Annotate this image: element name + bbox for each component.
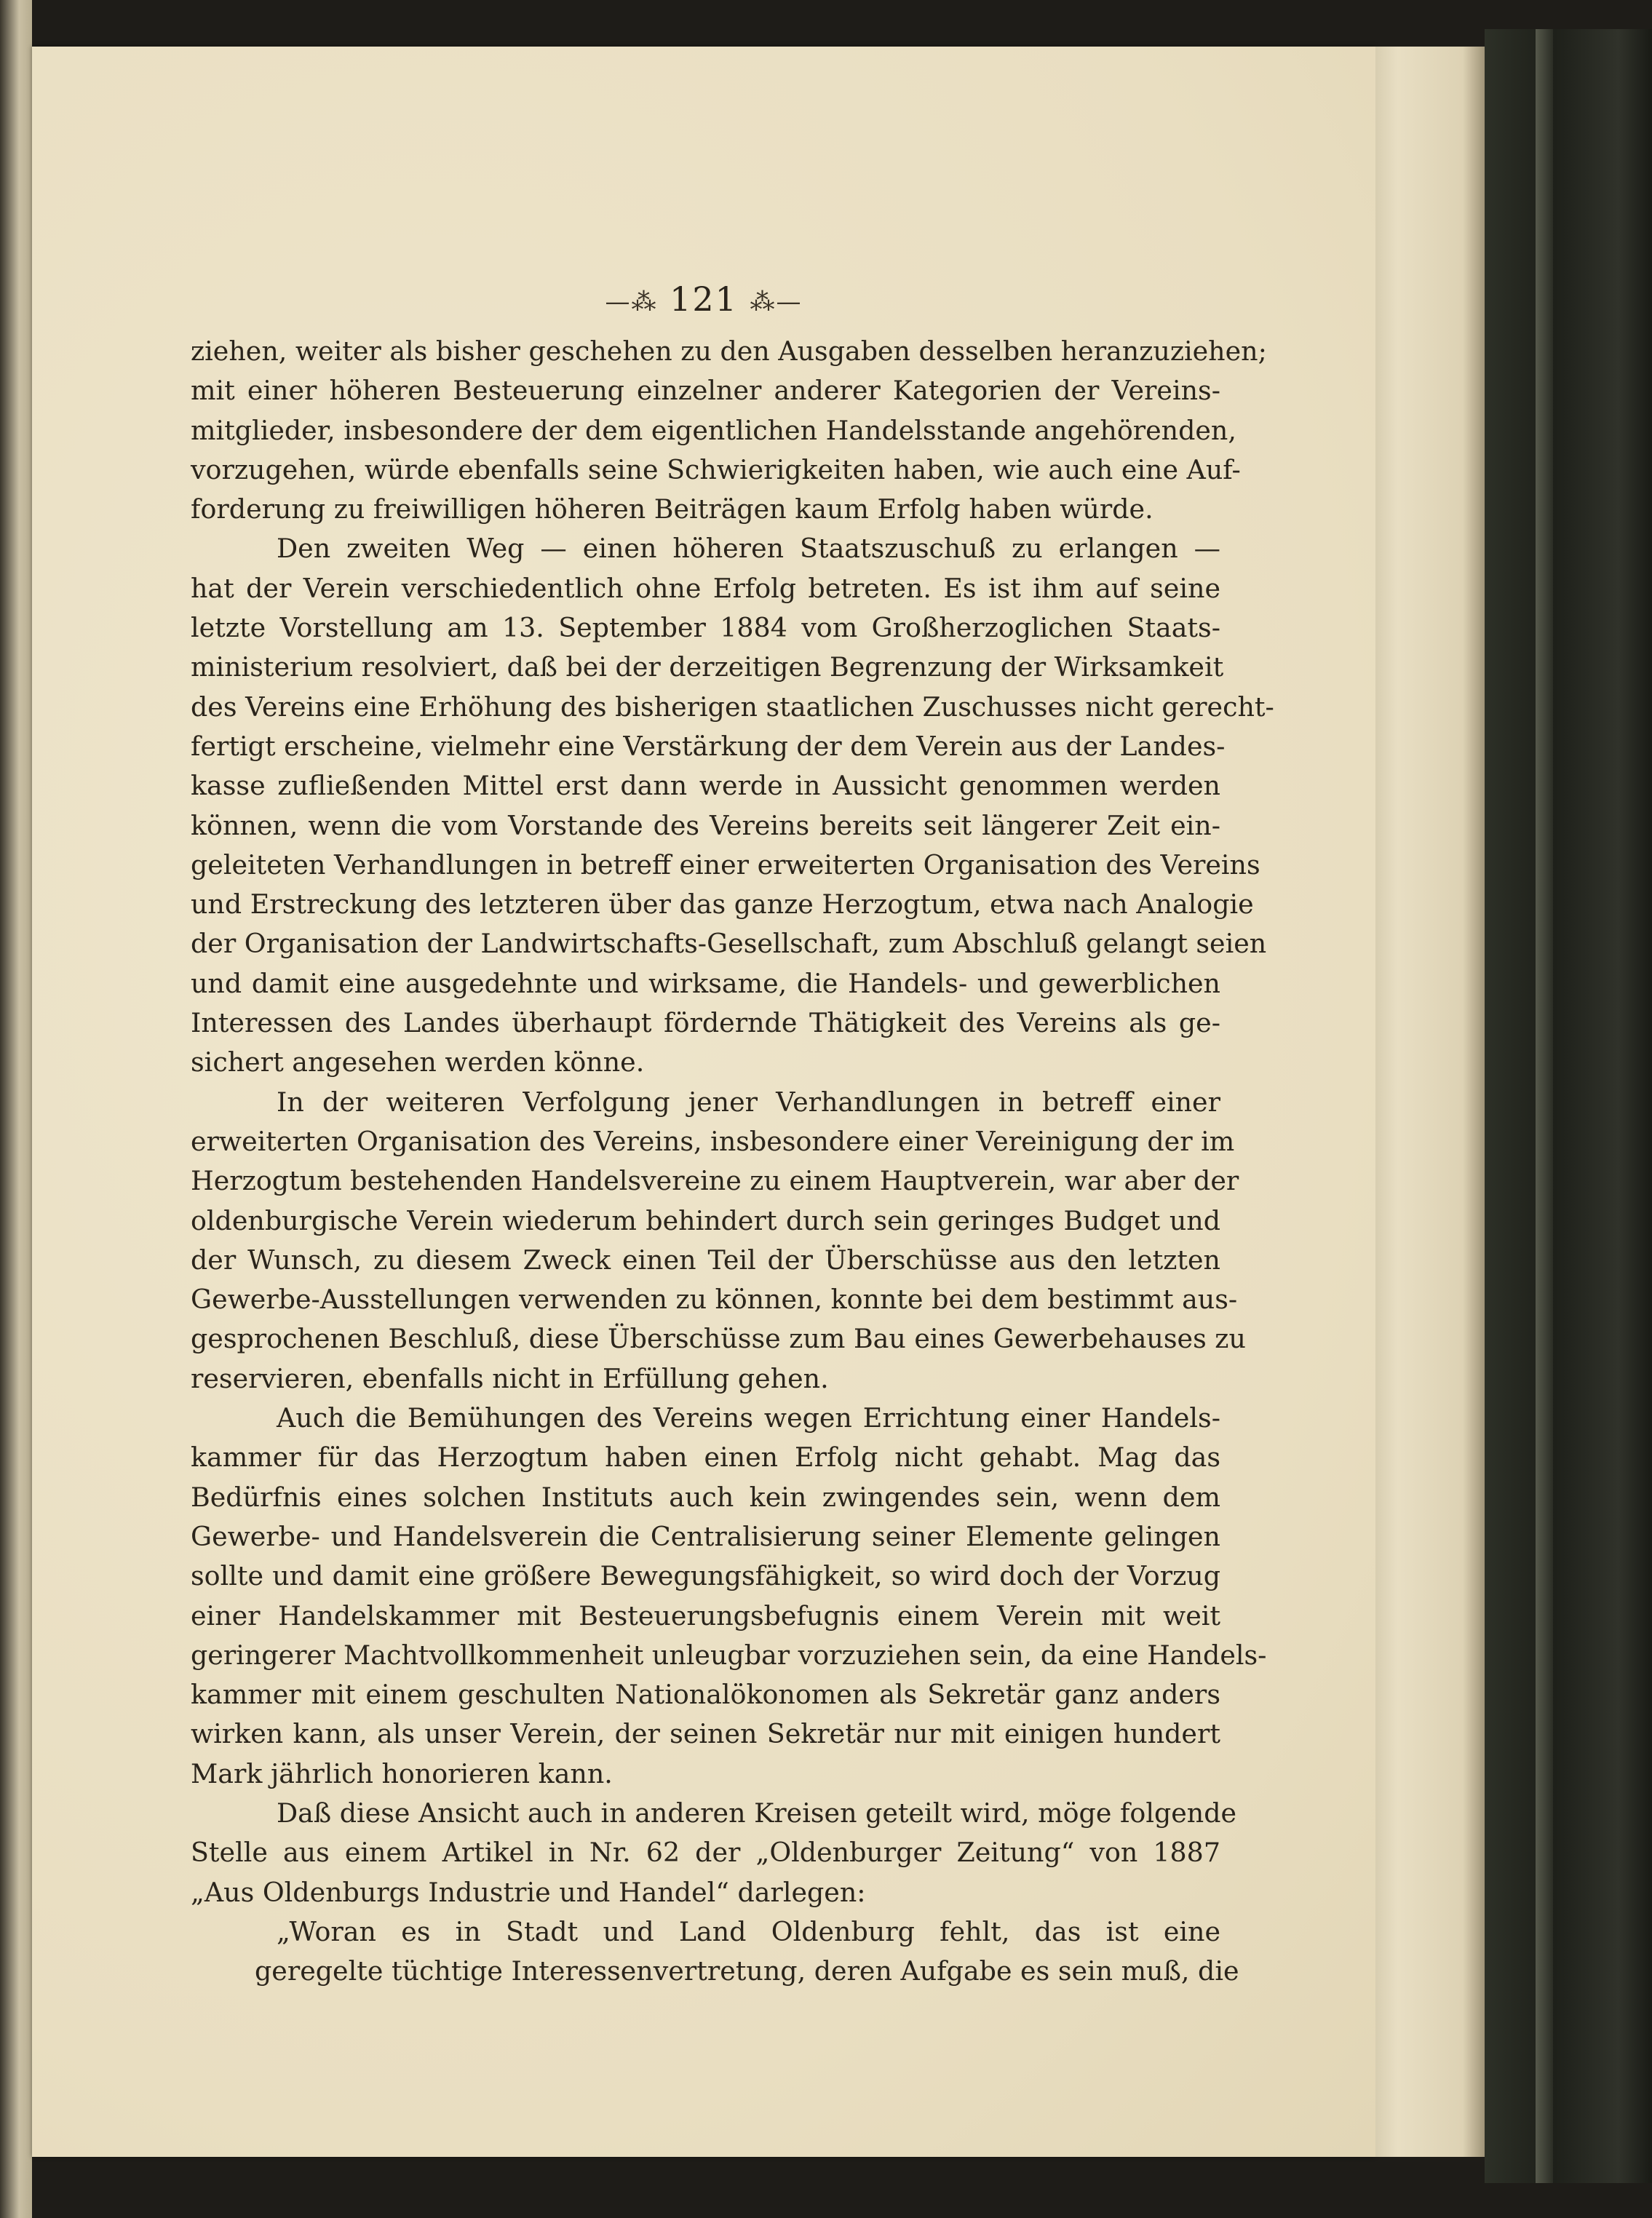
text-line: einer Handelskammer mit Besteuerungsbefugnis einem Verein mit weit [191,1599,1220,1631]
text-line: vorzugehen, würde ebenfalls seine Schwierigkeiten haben, wie auch eine Auf- [191,453,1241,485]
text-line: Daß diese Ansicht auch in anderen Kreisen geteilt wird, möge folgende [277,1797,1237,1829]
text-line: kammer für das Herzogtum haben einen Erfolg nicht gehabt. Mag das [191,1442,1220,1474]
book-left-edge [0,0,32,2218]
text-line: Auch die Bemühungen des Vereins wegen Errichtung einer Handels- [277,1402,1220,1434]
text-line: fertigt erscheine, vielmehr eine Verstärkung der dem Verein aus der Landes- [191,730,1226,762]
text-line: Herzogtum bestehenden Handelsvereine zu einem Hauptverein, war aber der [191,1165,1239,1197]
text-line: können, wenn die vom Vorstande des Vereins bereits seit längerer Zeit ein- [191,809,1220,841]
page-number: 121 [670,279,738,319]
text-line: mit einer höheren Besteuerung einzelner anderer Kategorien der Vereins- [191,375,1220,407]
text-line: oldenburgische Verein wiederum behindert durch sein geringes Budget und [191,1204,1220,1236]
body-text [191,332,1274,1991]
text-line: geregelte tüchtige Interessenvertretung, deren Aufgabe es sein muß, die [255,1955,1239,1987]
page-header [32,279,1375,319]
book-cover [1485,29,1652,2183]
text-line: „Woran es in Stadt und Land Oldenburg fehlt, das ist eine [277,1915,1220,1947]
text-line: forderung zu freiwilligen höheren Beiträgen kaum Erfolg haben würde. [191,493,1153,525]
text-line: hat der Verein verschiedentlich ohne Erfolg betreten. Es ist ihm auf seine [191,572,1220,604]
text-line: Den zweiten Weg — einen höheren Staatszuschuß zu erlangen — [277,533,1220,565]
header-ornament-right: ⁂— [750,287,803,317]
cover-strip [1536,29,1553,2183]
text-line: Interessen des Landes überhaupt fördernde Thätigkeit des Vereins als ge- [191,1007,1220,1039]
text-line: Gewerbe-Ausstellungen verwenden zu können, konnte bei dem bestimmt aus- [191,1284,1238,1316]
text-line: Bedürfnis eines solchen Instituts auch kein zwingendes sein, wenn dem [191,1481,1220,1513]
text-line: ministerium resolviert, daß bei der derzeitigen Begrenzung der Wirksamkeit [191,651,1224,683]
text-line: In der weiteren Verfolgung jener Verhandlungen in betreff einer [277,1086,1220,1118]
book-page [32,47,1375,2157]
text-line: reservieren, ebenfalls nicht in Erfüllung gehen. [191,1362,829,1394]
text-line: kasse zufließenden Mittel erst dann werde in Aussicht genommen werden [191,770,1220,802]
text-line: und damit eine ausgedehnte und wirksame, die Handels- und gewerblichen [191,967,1220,999]
text-line: „Aus Oldenburgs Industrie und Handel“ darlegen: [191,1876,866,1908]
text-line: Gewerbe- und Handelsverein die Centralisierung seiner Elemente gelingen [191,1520,1220,1552]
text-line: letzte Vorstellung am 13. September 1884 vom Großherzoglichen Staats- [191,612,1220,644]
text-line: geringerer Machtvollkommenheit unleugbar vorzuziehen sein, da eine Handels- [191,1639,1267,1671]
header-ornament-left: —⁂ [605,287,658,317]
text-line: mitglieder, insbesondere der dem eigentlichen Handelsstande angehörenden, [191,414,1236,446]
text-line: Mark jährlich honorieren kann. [191,1757,613,1789]
text-line: sollte und damit eine größere Bewegungsfähigkeit, so wird doch der Vorzug [191,1560,1220,1592]
text-line: der Wunsch, zu diesem Zweck einen Teil der Überschüsse aus den letzten [191,1244,1220,1276]
text-line: ziehen, weiter als bisher geschehen zu den Ausgaben desselben heranzuziehen; [191,335,1267,367]
text-line: der Organisation der Landwirtschafts-Gesellschaft, zum Abschluß gelangt seien [191,928,1267,960]
text-line: geleiteten Verhandlungen in betreff einer erweiterten Organisation des Vereins [191,848,1260,881]
text-line: Stelle aus einem Artikel in Nr. 62 der „Oldenburger Zeitung“ von 1887 [191,1837,1220,1869]
text-line: erweiterten Organisation des Vereins, insbesondere einer Vereinigung der im [191,1125,1235,1157]
text-line: wirken kann, als unser Verein, der seinen Sekretär nur mit einigen hundert [191,1718,1220,1750]
text-line: gesprochenen Beschluß, diese Überschüsse zum Bau eines Gewerbehauses zu [191,1323,1246,1355]
page-stack-edge [1375,47,1485,2157]
text-line: und Erstreckung des letzteren über das ganze Herzogtum, etwa nach Analogie [191,889,1254,921]
text-line: kammer mit einem geschulten Nationalökonomen als Sekretär ganz anders [191,1679,1220,1711]
text-line: des Vereins eine Erhöhung des bisherigen staatlichen Zuschusses nicht gerecht- [191,691,1274,723]
text-line: sichert angesehen werden könne. [191,1046,645,1078]
